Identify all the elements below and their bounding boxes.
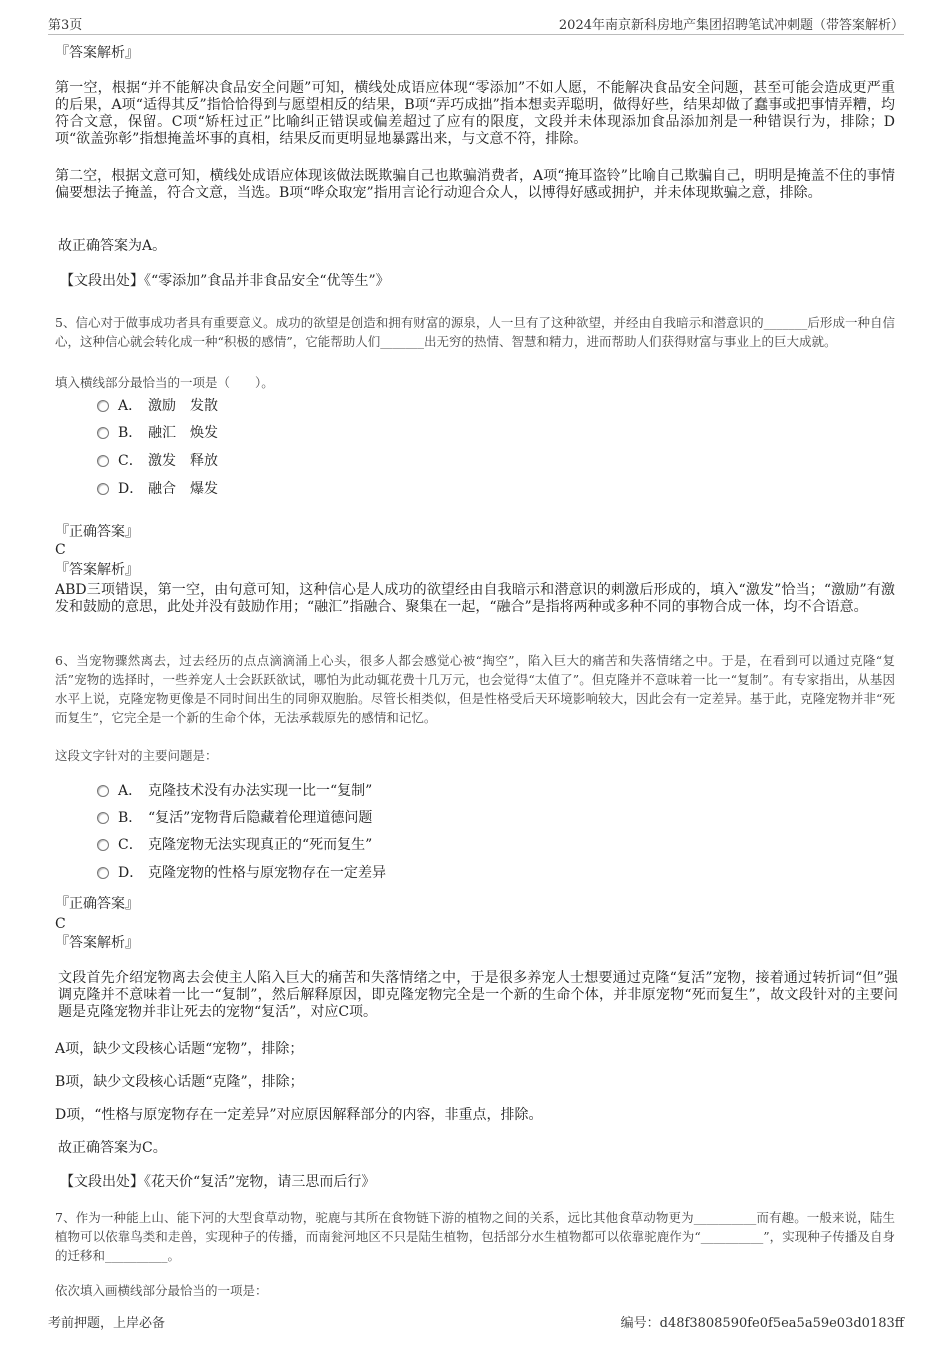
q5-option-d[interactable]: D． 融合 爆发 [97, 480, 218, 498]
q5-analysis-label: 『答案解析』 [55, 562, 139, 578]
q6-option-a[interactable]: A． 克隆技术没有办法实现一比一“复制” [97, 782, 372, 800]
q6-analysis-paragraph-4: D项，“性格与原宠物存在一定差异”对应原因解释部分的内容，非重点，排除。 [55, 1107, 543, 1123]
q6-conclusion: 故正确答案为C。 [58, 1140, 167, 1156]
q6-answer: C [55, 916, 66, 932]
q6-option-d[interactable]: D． 克隆宠物的性格与原宠物存在一定差异 [97, 864, 386, 882]
q6-answer-label: 『正确答案』 [55, 896, 139, 912]
q5-option-b[interactable]: B． 融汇 焕发 [97, 424, 218, 442]
radio-icon[interactable] [97, 867, 109, 879]
q4-analysis-label: 『答案解析』 [55, 45, 139, 61]
q6-source: 【文段出处】《花天价“复活”宠物，请三思而后行》 [60, 1174, 376, 1190]
q6-analysis-paragraph-2: A项，缺少文段核心话题“宠物”，排除； [55, 1041, 304, 1057]
q6-prompt: 这段文字针对的主要问题是： [55, 748, 218, 763]
radio-icon[interactable] [97, 455, 109, 467]
q6-option-c[interactable]: C． 克隆宠物无法实现真正的“死而复生” [97, 836, 372, 854]
q4-conclusion: 故正确答案为A。 [58, 238, 167, 254]
q5-option-a[interactable]: A． 激励 发散 [97, 397, 218, 415]
q5-option-c[interactable]: C． 激发 释放 [97, 452, 218, 470]
page-header [48, 12, 904, 35]
q5-answer-label: 『正确答案』 [55, 524, 139, 540]
radio-icon[interactable] [97, 812, 109, 824]
q5-prompt: 填入横线部分最恰当的一项是（ ）。 [55, 375, 274, 390]
q4-source: 【文段出处】《“零添加”食品并非食品安全“优等生”》 [60, 273, 390, 289]
page-number: 第3页 [48, 18, 83, 33]
q5-answer: C [55, 542, 66, 558]
q6-analysis-paragraph-1: 文段首先介绍宠物离去会使主人陷入巨大的痛苦和失落情绪之中，于是很多养宠人士想要通过克隆“复活”宠物，接着通过转折词“但”强调克隆并不意味着一比一“复制”，然后解释原因，即克隆宠物完全是一个新的生命个体，并非原宠物“死而复生”，故文段针对的主要问题是克隆宠物并非让死去的宠物“复活”，对应C项。 [58, 970, 898, 1020]
radio-icon[interactable] [97, 427, 109, 439]
q5-analysis: ABD三项错误，第一空，由句意可知，这种信心是人成功的欲望经由自我暗示和潜意识的刺激后形成的，填入“激发”恰当；“激励”有激发和鼓励的意思，此处并没有鼓励作用；“融汇”指融合、聚集在一起，“融合”是指将两种或多种不同的事物合成一体，均不合语意。 [55, 582, 895, 615]
q4-analysis-paragraph-1: 第一空，根据“并不能解决食品安全问题”可知，横线处成语应体现“零添加”不如人愿，不能解决食品安全问题，甚至可能会造成更严重的后果，A项“适得其反”指恰恰得到与愿望相反的结果，B项“弄巧成拙”指本想卖弄聪明，做得好些，结果却做了蠢事或把事情弄糟，均符合文意，保留。C项“矫枉过正”比喻纠正错误或偏差超过了应有的限度，文段并未体现添加食品添加剂是一种错误行为，排除；D项“欲盖弥彰”指想掩盖坏事的真相，结果反而更明显地暴露出来，与文意不符，排除。 [55, 80, 895, 147]
q6-option-b[interactable]: B． “复活”宠物背后隐藏着伦理道德问题 [97, 809, 372, 827]
q4-analysis-paragraph-2: 第二空，根据文意可知，横线处成语应体现该做法既欺骗自己也欺骗消费者，A项“掩耳盗铃”比喻自己欺骗自己，明明是掩盖不住的事情偏要想法子掩盖，符合文意，当选。B项“哗众取宠”指用言论行动迎合众人，以博得好感或拥护，并未体现欺骗之意，排除。 [55, 168, 895, 201]
q6-analysis-paragraph-3: B项，缺少文段核心话题“克隆”，排除； [55, 1074, 304, 1090]
q7-prompt: 依次填入画横线部分最恰当的一项是： [55, 1283, 268, 1298]
q5-stem: 5、信心对于做事成功者具有重要意义。成功的欲望是创造和拥有财富的源泉，人一旦有了这种欲望，并经由自我暗示和潜意识的_______后形成一种自信心，这种信心就会转化成一种“积极的感情”，它能帮助人们_______出无穷的热情、智慧和精力，进而帮助人们获得财富与事业上的巨大成就。 [55, 315, 895, 349]
radio-icon[interactable] [97, 785, 109, 797]
q7-stem: 7、作为一种能上山、能下河的大型食草动物，驼鹿与其所在食物链下游的植物之间的关系，远比其他食草动物更为__________而有趣。一般来说，陆生植物可以依靠鸟类和走兽，实现种子的传播，而南瓮河地区不只是陆生植物，包括部分水生植物都可以依靠驼鹿作为“__________”，实现种子传播及自身的迁移和__________。 [55, 1210, 895, 1263]
q6-stem: 6、当宠物骤然离去，过去经历的点点滴滴涌上心头，很多人都会感觉心被“掏空”，陷入巨大的痛苦和失落情绪之中。于是，在看到可以通过克隆“复活”宠物的选择时，一些养宠人士会跃跃欲试，哪怕为此动辄花费十几万元，也会觉得“太值了”。但克隆并不意味着一比一“复制”。有专家指出，从基因水平上说，克隆宠物更像是不同时间出生的同卵双胞胎。尽管长相类似，但是性格受后天环境影响较大，因此会有一定差异。基于此，克隆宠物并非“死而复生”，它完全是一个新的生命个体，无法承载原先的感情和记忆。 [55, 653, 895, 725]
q6-analysis-label: 『答案解析』 [55, 935, 139, 951]
document-code: 编号：d48f3808590fe0f5ea5a59e03d0183ff [620, 1316, 904, 1331]
radio-icon[interactable] [97, 839, 109, 851]
radio-icon[interactable] [97, 483, 109, 495]
footer-slogan: 考前押题，上岸必备 [48, 1316, 166, 1331]
document-title: 2024年南京新科房地产集团招聘笔试冲刺题（带答案解析） [558, 18, 904, 33]
radio-icon[interactable] [97, 400, 109, 412]
